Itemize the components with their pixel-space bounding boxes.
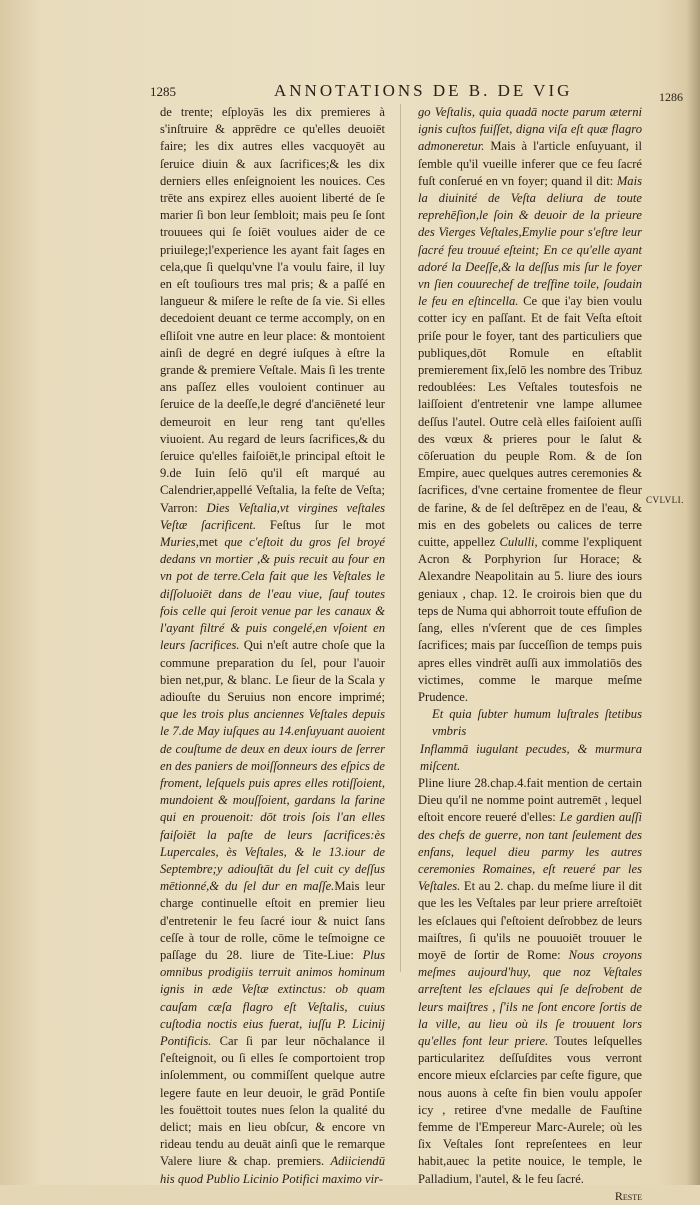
quote-festus: que c'eſtoit du gros ſel broyé dedans vn mortier ,& puis recuit au four en vn pot de terre.Cela fait que les Veſtales le diſſoluoiēt dans de l'eau viue, ſauf toutes fois celle qui ſeroit venue par les canaux & l'ayant filtré & puis congelé,en vſoient en leurs ſacrifices. [160, 535, 385, 653]
term-muries: Muries [160, 535, 196, 550]
text-run: Pline liure 28.chap.4.fait mention de certain Dieu qu'il ne nomme point autremēt , lequel eſtoit encore reueré d'elles: [418, 775, 642, 825]
text-run: Et au 2. chap. du meſme liure il dit que les les Veſtales par leur priere arreſtoiēt les eſclaues qui ſ'eſtoient deſrobbez de leurs maiſtres, ſi qu'ils ne pouuoiēt trouuer le moyē de ſortir de Rome: [418, 879, 642, 962]
quote-emylie: Mais la diuinité de Veſta deliura de toute reprehēſion,le ſoin & deuoir de la prieure des Vierges Veſtales,Emylie pour s'eſtre leur ſacré feu trouué eſteint; En ce qu'elle ayant adoré la Deeſſe,& la deſſus mis ſur le foyer vn ſien couurechef de treſfine toile, ſoudain le feu en eſtincella. [418, 173, 642, 309]
quote-pline-1: Le gardien auſſi des chefs de guerre, non tant ſeulement des enfans, lequel dieu parmy les autres ceremonies Romaines, eſt reueré par les Veſtales. [418, 810, 642, 894]
text-run: Mais leur charge continuelle eſtoit en premier lieu d'entretenir le feu ſacré iour & nuict ſans ceſſe à tour de rolle, cōme le teſmoigne ce paſſage du 28. liure de Tite-Liue: [160, 879, 385, 962]
running-title: ANNOTATIONS DE B. DE VIG [274, 81, 573, 100]
left-paragraph [160, 104, 385, 1188]
text-run: de trente; eſployās les dix premieres à s'inſtruire & apprēdre ce qu'elles deuoiēt faire; les dix autres elles vacquoyēt au ſeruice diuin & aux ſacrifices;& les dix derniers elles enſeignoient les nouices. Ces trēte ans expirez elles auoient liberté de ſe marier ſi bon leur ſembloit; mais peu ſe ſont trouuees qui ſe ſoiēt voulues aider de ce priuilege;l'experience les ayant fait ſages en cela,que ſi quelqu'vne l'a voulu faire, il luy en eſt touſiours tres mal pris; & a paſſé en langueur & miſere le reſte de ſa vie. Si elles decedoient deuant ce terme accomply, on en eſliſoit vne autre en leur place: & montoient ainſi de degré en degré iuſques à eſtre la grande & premiere Veſtale. Mais ſi les trente ans paſſez elles vouloient continuer au ſeruice de la deeſſe,le degré d'anciēneté leur demeuroit en leur reng tant qu'elles viuoient. Au regard de leurs ſacrifices,& du ſeruice qu'elles faiſoiēt,le principal eſtoit le 9.de Iuin ſelō qu'il eſt marqué au Calendrier,appellé Veſtalia, la feſte de Veſta; Varron: [160, 105, 385, 515]
page-number-right: 1286 [659, 90, 683, 104]
right-column [418, 104, 642, 1205]
margin-note: CVLVLI. [646, 495, 684, 505]
text-run: , comme l'expliquent Acron & Porphyrion ſur Horace; & Alexandre Neapolitain au 5. liure des iours geniaux , chap. 12. Ie croirois bien que du teps de Numa qui abhorroit toute effuſion de ſang, elles n'vſerent que de ces ſimples ſacrifices; mais par ſucceſſion de temps puis apres elles vindrēt auſſi aux immolatiōs des victimes, comme le marque meſme Prudence. [418, 535, 642, 704]
page-header [150, 81, 695, 106]
column-divider [400, 104, 401, 972]
verse-line-2: Inflammā iugulant pecudes, & murmura miſcent. [420, 741, 642, 773]
page-number-left: 1285 [150, 84, 176, 99]
right-paragraph-1 [418, 104, 642, 706]
text-run: Ce que i'ay bien voulu cotter icy en paſſant. Et de fait Veſta eſtoit priſe pour le foyer, tant des particuliers que publiques,dōt Romule en eſtablit premierement ſix,ſelō les nombre des Tribuz redoublées: Les Veſtales toutesfois ne laiſſoient d'entretenir vne lampe allumee deſſus l'autel. Outre celà elles faiſoient auſſi des vœux & prieres pour le ſalut & cōſeruation du peuple Rom. & de ſon Empire, auec quelques autres ceremonies & ſacrifices, d'vne certaine fromentee de fleur de farine, & de ſel deſtrēpez en de l'eau, & mis en des gobelets ou calices de terre cuitte, appellez [418, 294, 642, 550]
text-run: Toutes leſquelles particularitez deſſuſdites vous verront encore mieux eſclarcies par ceſte figure, que nous auons à ceſte fin bien voulu appoſer icy , retiree d'vne medalle de Fauſtine femme de l'Empereur Marc-Aurele; où les ſix Veſtales ſont repreſentees en leur habit,auec la petite nouice, le temple, le Palladium, l'autel, & le feu ſacré. [418, 1033, 642, 1186]
term-cululli: Cululli [499, 535, 535, 550]
gutter-shadow [686, 0, 700, 1185]
text-run: Mais à l'article enſuyuant, il ſemble qu'il vueille inferer que ce feu ſacré fuſt conſerué en vn foyer; quand il dit: [418, 139, 642, 188]
quote-livy: Plus omnibus prodigiis terruit animos hominum ignis in æde Veſtæ extinctus: ob quam cauſam cæſa flagro eſt Veſtalis, cuius cuſtodia noctis eius fuerat, iuſſu P. Licinij Pontificis. [160, 947, 385, 1048]
right-paragraph-2 [418, 775, 642, 1188]
left-column [160, 104, 385, 1188]
text-run: Feſtus ſur le mot [256, 517, 385, 532]
text-run: ,met [195, 535, 225, 550]
quote-valerius: Adiiciendū his quod Publio Licinio Potifici maximo vir- [160, 1154, 385, 1186]
text-run: Car ſi par leur nōchalance il ſ'eſteignoit, ou ſi elles ſe comportoient trop inſolemment, ou commiſſent quelque autre legere faute en leur deuoir, le grād Pontiſe les fouëttoit toutes nues ſelon la qualité du delict; mais en lieu obſcur, & encore vn rideau tendu au deuāt ainſi que le remarque Valere liure & chap. premiers. [160, 1033, 385, 1169]
catchword: Reste [614, 1188, 642, 1203]
quote-valerius-cont: go Veſtalis, quia quadā nocte parum æterni ignis cuſtos fuiſſet, digna viſa eſt quæ flagro admoneretur. [418, 105, 642, 154]
verse-line-1: Et quia ſubter humum luſtrales ſtetibus vmbris [432, 707, 642, 739]
text-run: Qui n'eſt autre choſe que la commune preparation du ſel, pour l'auoir bien net,pur, & blanc. Le ſieur de la Scala y adiouſte du Seruius non encore imprimé; [160, 638, 385, 704]
quote-servius: que les trois plus anciennes Veſtales depuis le 7.de May iuſques au 14.enſuyuant auoient de couſtume de deux en deux iours de ſerrer en des paniers de moiſſonneurs des eſpics de froment, leſquels puis apres elles rotiſſoient, mundoient & mouſſoient, gardans la farine qui en prouenoit: dōt trois ſois l'an elles faiſoiēt la paſte de leurs ſacrifices:ès Lupercales, ès Veſtales, & le 13.iour de Septembre;y adiouſtāt du ſel cuit cy deſſus mētionné,& du ſel dur en maſſe. [160, 707, 385, 894]
quote-varron: Dies Veſtalia,vt virgines veſtales Veſtæ ſacrificent. [160, 500, 385, 532]
quote-pline-2: Nous croyons meſmes aujourd'huy, que noz Veſtales arreſtent les eſclaues qui ſe deſrobent de leurs maiſtres , ſ'ils ne ſont encore ſortis de la ville, au lieu où ils ſe trouuent lors qu'elles font leur priere. [418, 947, 642, 1048]
